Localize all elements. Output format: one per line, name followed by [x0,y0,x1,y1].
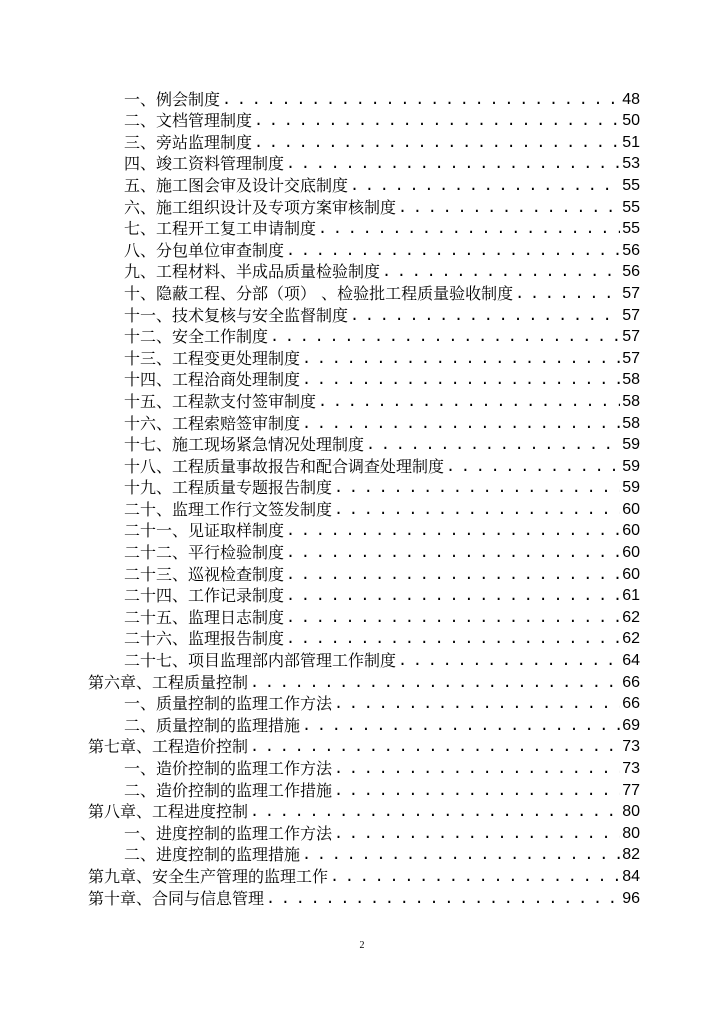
toc-section-entry[interactable] [88,822,640,844]
toc-entry-title: 十四、工程洽商处理制度 [124,370,301,390]
toc-entry-title: 一、质量控制的监理工作方法 [124,694,333,714]
toc-entry-page-number: 57 [622,328,640,346]
toc-entry-title: 九、工程材料、半成品质量检验制度 [124,262,381,282]
toc-entry-page-number: 60 [622,522,640,540]
toc-entry-title: 五、施工图会审及设计交底制度 [124,175,349,195]
toc-entry-title: 二十二、平行检验制度 [124,543,285,563]
toc-dot-leader [302,369,620,390]
toc-entry-page-number: 73 [622,760,640,777]
toc-entry-title: 二十四、工作记录制度 [124,586,285,606]
toc-section-entry[interactable] [88,498,640,520]
toc-entry-title: 二十一、见证取样制度 [124,521,285,541]
toc-dot-leader [398,650,620,671]
toc-dot-leader [286,153,620,174]
toc-entry-page-number: 55 [622,220,640,238]
toc-dot-leader [382,261,620,282]
toc-entry-title: 第六章、工程质量控制 [88,672,249,692]
toc-entry-page-number: 57 [622,349,640,367]
toc-section-entry[interactable] [88,541,640,563]
toc-entry-page-number: 60 [622,565,640,583]
toc-dot-leader [515,283,620,304]
toc-entry-title: 二、进度控制的监理措施 [124,845,301,865]
toc-section-entry[interactable] [88,477,640,499]
toc-entry-title: 二十三、巡视检查制度 [124,564,285,584]
toc-dot-leader [222,89,620,110]
toc-entry-page-number: 80 [622,824,640,842]
toc-section-entry[interactable] [88,304,640,326]
toc-entry-title: 十一、技术复核与安全监督制度 [124,305,349,325]
toc-entry-page-number: 62 [622,608,640,626]
toc-dot-leader [254,110,620,131]
toc-entry-page-number: 58 [622,414,640,432]
toc-entry-page-number: 48 [622,90,640,108]
toc-entry-title: 十七、施工现场紧急情况处理制度 [124,435,365,455]
toc-dot-leader [398,197,620,218]
toc-entry-title: 八、分包单位审查制度 [124,240,285,260]
toc-section-entry[interactable] [88,347,640,369]
toc-section-entry[interactable] [88,110,640,132]
toc-dot-leader [334,499,620,520]
toc-dot-leader [286,564,620,585]
toc-section-entry[interactable] [88,174,640,196]
toc-entry-page-number: 80 [622,803,640,821]
toc-section-entry[interactable] [88,88,640,110]
toc-chapter-entry[interactable] [88,865,640,887]
toc-entry-title: 第七章、工程造价控制 [88,737,249,757]
toc-section-entry[interactable] [88,369,640,391]
toc-entry-page-number: 62 [622,630,640,648]
toc-dot-leader [330,866,620,887]
toc-chapter-entry[interactable] [88,736,640,758]
toc-dot-leader [334,823,620,844]
toc-dot-leader [334,477,620,498]
toc-entry-page-number: 57 [622,284,640,302]
toc-dot-leader [286,240,620,261]
toc-dot-leader [254,132,620,153]
toc-entry-title: 二十五、监理日志制度 [124,607,285,627]
toc-section-entry[interactable] [88,563,640,585]
page-number: 2 [359,940,365,951]
toc-entry-page-number: 53 [622,155,640,173]
toc-section-entry[interactable] [88,628,640,650]
toc-dot-leader [270,326,620,347]
toc-dot-leader [318,218,620,239]
toc-entry-page-number: 58 [622,371,640,389]
toc-dot-leader [286,520,620,541]
toc-chapter-entry[interactable] [88,671,640,693]
toc-entry-title: 四、竣工资料管理制度 [124,154,285,174]
toc-entry-title: 十八、工程质量事故报告和配合调查处理制度 [124,456,445,476]
toc-entry-page-number: 64 [622,652,640,670]
toc-dot-leader [250,801,620,822]
toc-entry-title: 二、质量控制的监理措施 [124,715,301,735]
toc-entry-title: 二十七、项目监理部内部管理工作制度 [124,651,397,671]
toc-section-entry[interactable] [88,153,640,175]
toc-entry-page-number: 51 [622,133,640,151]
toc-dot-leader [334,758,620,779]
toc-entry-page-number: 77 [622,781,640,799]
toc-entry-page-number: 59 [622,457,640,475]
toc-section-entry[interactable] [88,326,640,348]
toc-entry-page-number: 69 [622,716,640,734]
toc-entry-title: 一、进度控制的监理工作方法 [124,823,333,843]
toc-entry-page-number: 66 [622,695,640,713]
table-of-contents [88,88,640,909]
toc-dot-leader [250,672,620,693]
toc-section-entry[interactable] [88,218,640,240]
toc-entry-title: 十二、安全工作制度 [124,327,269,347]
toc-dot-leader [266,888,620,909]
toc-entry-title: 三、旁站监理制度 [124,132,253,152]
toc-entry-title: 二十、监理工作行文签发制度 [124,499,333,519]
toc-section-entry[interactable] [88,714,640,736]
toc-entry-page-number: 56 [622,241,640,259]
toc-entry-title: 七、工程开工复工申请制度 [124,219,317,239]
toc-section-entry[interactable] [88,520,640,542]
toc-entry-page-number: 61 [622,587,640,605]
toc-entry-title: 第九章、安全生产管理的监理工作 [88,866,329,886]
toc-entry-title: 六、施工组织设计及专项方案审核制度 [124,197,397,217]
toc-entry-page-number: 84 [622,867,640,885]
toc-dot-leader [286,585,620,606]
toc-section-entry[interactable] [88,390,640,412]
toc-dot-leader [250,736,620,757]
toc-dot-leader [350,175,620,196]
toc-section-entry[interactable] [88,844,640,866]
toc-chapter-entry[interactable] [88,887,640,909]
toc-entry-title: 十六、工程索赔签审制度 [124,413,301,433]
toc-dot-leader [366,434,620,455]
toc-section-entry[interactable] [88,261,640,283]
toc-entry-page-number: 57 [622,306,640,324]
toc-dot-leader [334,780,620,801]
toc-section-entry[interactable] [88,585,640,607]
toc-entry-title: 二、文档管理制度 [124,111,253,131]
toc-entry-title: 第八章、工程进度控制 [88,802,249,822]
toc-entry-title: 一、造价控制的监理工作方法 [124,759,333,778]
toc-chapter-entry[interactable] [88,801,640,823]
toc-section-entry[interactable] [88,196,640,218]
toc-entry-title: 十、隐蔽工程、分部（项） 、检验批工程质量验收制度 [124,283,514,303]
toc-entry-title: 一、例会制度 [124,89,221,109]
toc-section-entry[interactable] [88,649,640,671]
toc-section-entry[interactable] [88,239,640,261]
toc-entry-page-number: 56 [622,263,640,281]
toc-entry-page-number: 96 [622,889,640,907]
toc-section-entry[interactable] [88,455,640,477]
toc-dot-leader [350,305,620,326]
toc-section-entry[interactable] [88,434,640,456]
toc-section-entry[interactable] [88,282,640,304]
toc-entry-page-number: 59 [622,436,640,454]
toc-section-entry[interactable] [88,131,640,153]
toc-entry-title: 二、造价控制的监理工作措施 [124,780,333,800]
toc-entry-page-number: 59 [622,479,640,497]
toc-entry-page-number: 55 [622,198,640,216]
toc-entry-page-number: 66 [622,673,640,691]
toc-dot-leader [302,348,620,369]
toc-entry-page-number: 50 [622,112,640,130]
toc-dot-leader [302,413,620,434]
toc-entry-page-number: 73 [622,738,640,756]
toc-dot-leader [318,391,620,412]
toc-entry-title: 十三、工程变更处理制度 [124,348,301,368]
toc-dot-leader [286,628,620,649]
toc-entry-title: 十五、工程款支付签审制度 [124,391,317,411]
toc-section-entry[interactable] [88,412,640,434]
toc-section-entry[interactable] [88,693,640,715]
toc-dot-leader [302,844,620,865]
toc-entry-page-number: 60 [622,544,640,562]
toc-entry-title: 十九、工程质量专题报告制度 [124,478,333,498]
toc-entry-page-number: 55 [622,176,640,194]
toc-entry-page-number: 58 [622,392,640,410]
toc-entry-title: 二十六、监理报告制度 [124,629,285,649]
toc-entry-page-number: 82 [622,846,640,864]
toc-section-entry[interactable] [88,779,640,801]
toc-dot-leader [334,693,620,714]
toc-section-entry[interactable] [88,757,640,779]
toc-dot-leader [286,542,620,563]
toc-dot-leader [302,715,620,736]
toc-dot-leader [286,607,620,628]
toc-section-entry[interactable] [88,606,640,628]
toc-dot-leader [446,456,620,477]
toc-entry-page-number: 60 [622,500,640,518]
toc-entry-title: 第十章、合同与信息管理 [88,888,265,908]
